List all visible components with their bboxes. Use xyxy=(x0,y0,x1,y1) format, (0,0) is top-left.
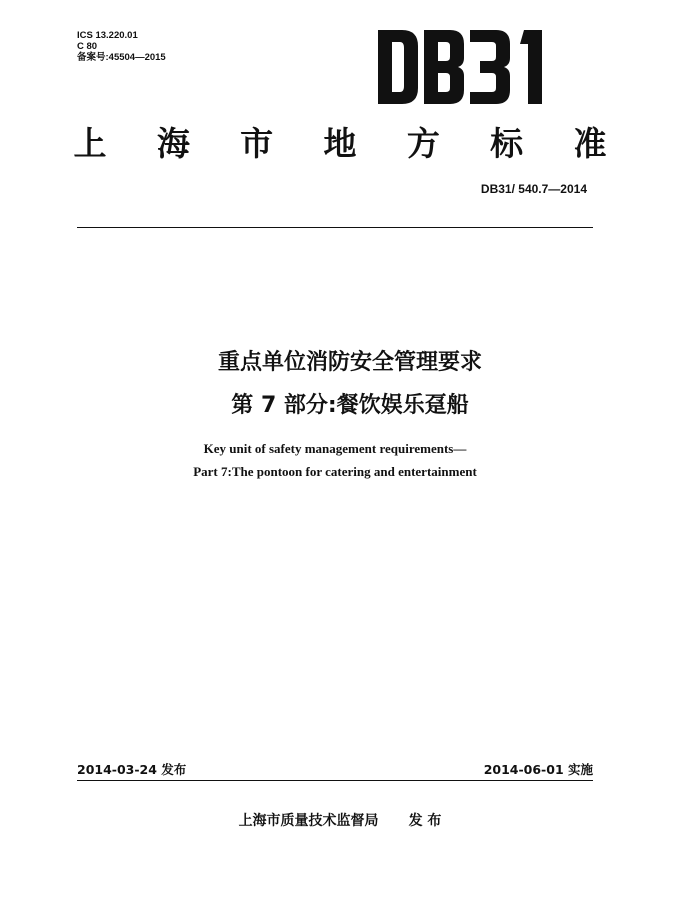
standard-type-char: 标 xyxy=(490,124,524,163)
title-english-line-1: Key unit of safety management requirements— xyxy=(203,441,467,456)
db31-logo xyxy=(376,28,554,106)
standard-type-char: 准 xyxy=(573,124,607,163)
issuer-action: 发 布 xyxy=(408,813,442,829)
classification-block xyxy=(77,30,166,63)
ics-code: ICS 13.220.01 xyxy=(77,30,138,41)
implementation-date: 2014-06-01 实施 xyxy=(483,762,593,777)
filing-number: 备案号:45504—2015 xyxy=(77,52,166,63)
standard-type-char: 方 xyxy=(406,124,440,163)
title-chinese-line-2: 第 7 部分:餐饮娱乐趸船 xyxy=(231,393,469,418)
standard-type-heading xyxy=(60,118,620,165)
standard-type-char: 地 xyxy=(323,124,357,163)
title-english-line-2: Part 7:The pontoon for catering and entertainment xyxy=(193,464,477,479)
issuer-name: 上海市质量技术监督局 xyxy=(238,813,379,829)
bottom-divider xyxy=(77,780,593,781)
standard-type-char: 海 xyxy=(156,124,190,163)
issue-date: 2014-03-24 发布 xyxy=(77,762,187,777)
standard-type-char: 市 xyxy=(240,124,274,163)
standard-number: DB31/ 540.7—2014 xyxy=(480,182,587,196)
logo-text: DB31 xyxy=(376,28,379,29)
top-divider xyxy=(77,227,593,228)
ccs-code: C 80 xyxy=(77,41,98,52)
standard-type-char: 上 xyxy=(73,124,107,163)
title-chinese-line-1: 重点单位消防安全管理要求 xyxy=(217,350,482,375)
issuing-authority xyxy=(0,810,680,830)
